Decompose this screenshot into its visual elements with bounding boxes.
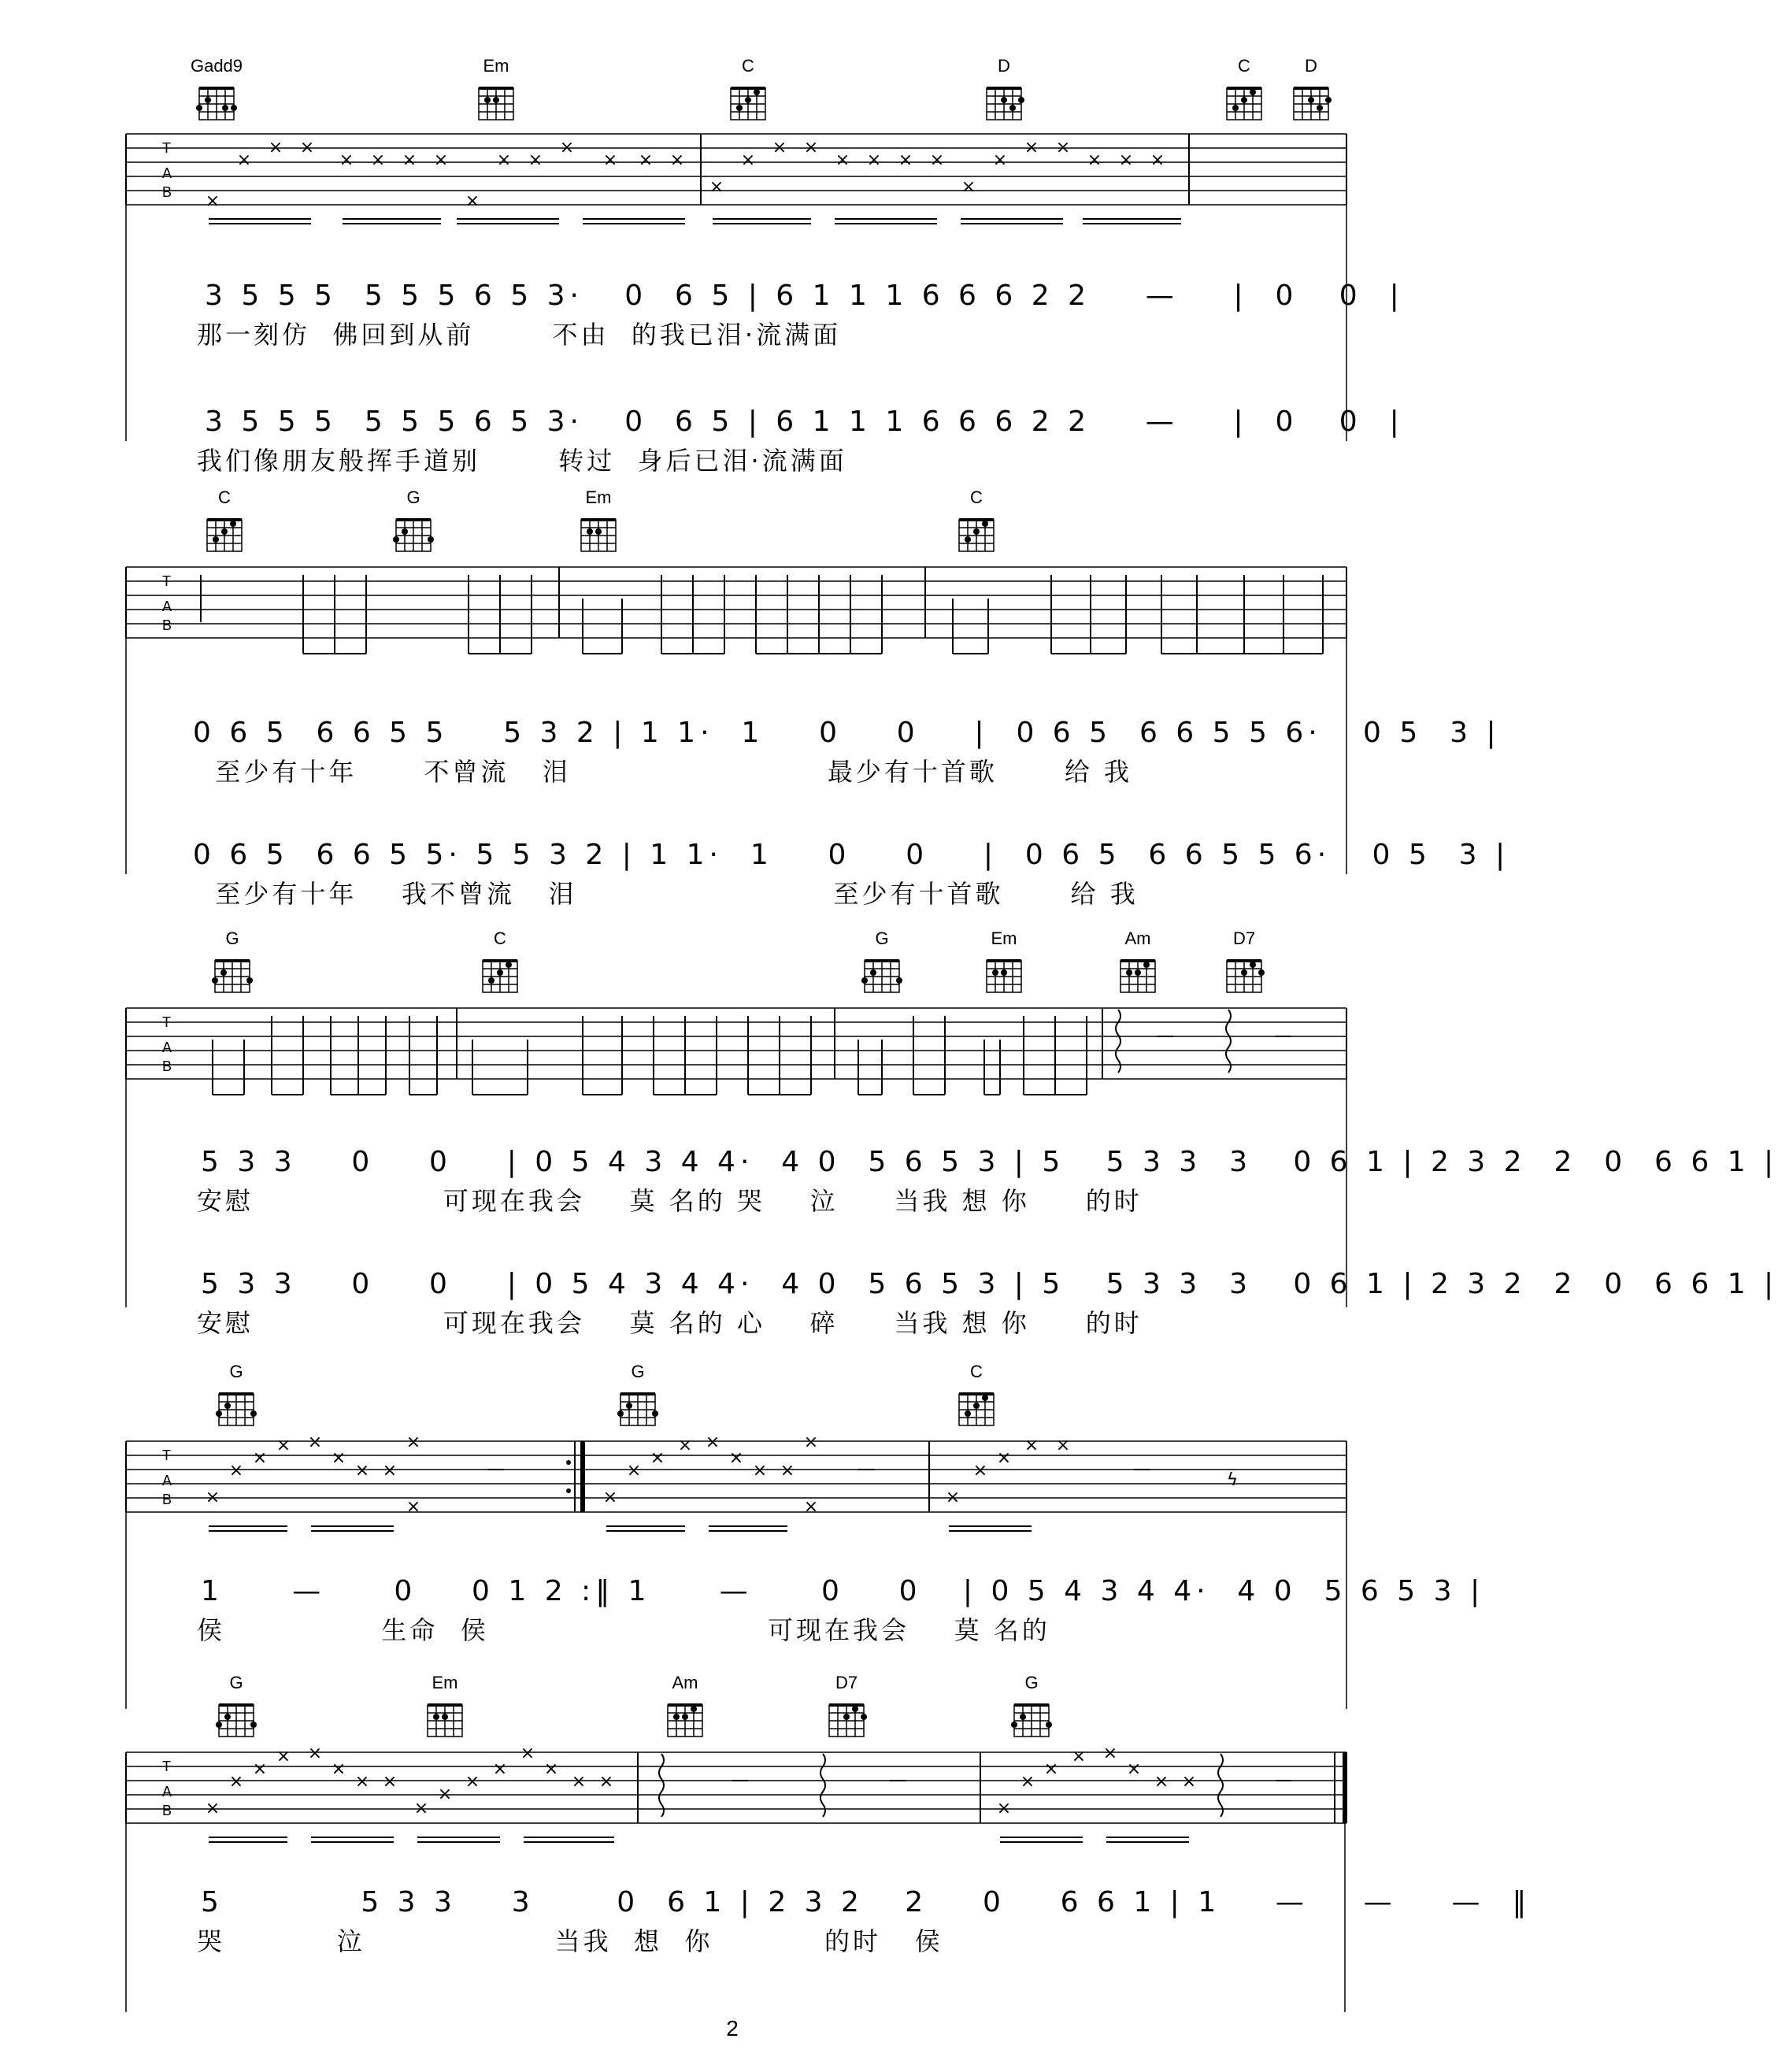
chord-diagram — [1217, 929, 1272, 995]
fretboard-grid — [614, 1381, 661, 1429]
fretboard-grid — [953, 1381, 1000, 1429]
svg-text:×: × — [669, 150, 685, 170]
lyrics: 安慰 可现在我会 莫 名的 心 碎 当我 想 你 的时 — [197, 1308, 1143, 1338]
svg-text:A: A — [162, 1473, 172, 1488]
svg-text:×: × — [945, 1488, 961, 1507]
notes: 0 6 5 6 6 5 5 5 3 2 | 1 1· 1 0 0 | 0 6 5 6 6 5 5 6· 0 5 3 | — [193, 717, 1501, 749]
notes: 5 3 3 0 0 | 0 5 4 3 4 4· 4 0 5 6 5 3 | 5 5 3 3 3 0 6 1 | 2 3 2 2 0 6 6 1 | — [201, 1146, 1778, 1178]
svg-text:×: × — [650, 1448, 665, 1468]
chord-diagram — [1110, 929, 1165, 995]
svg-text:×: × — [228, 1772, 244, 1792]
chord-name: Em — [483, 56, 509, 76]
svg-text:×: × — [205, 1488, 220, 1507]
chord-diagram — [189, 57, 244, 123]
svg-text:×: × — [406, 1497, 421, 1517]
svg-text:×: × — [992, 150, 1008, 170]
svg-text:×: × — [252, 1448, 268, 1468]
lyrics: 至少有十年 不曾流 泪 最少有十首歌 给 我 — [193, 757, 1133, 787]
fretboard-grid — [823, 1692, 870, 1740]
fretboard-grid — [476, 948, 524, 995]
svg-text:×: × — [307, 1744, 323, 1763]
svg-text:×: × — [307, 1433, 323, 1452]
svg-text:×: × — [228, 1461, 244, 1481]
chord-name: Em — [432, 1673, 458, 1692]
svg-text:×: × — [740, 150, 756, 170]
svg-text:×: × — [370, 150, 386, 170]
svg-text:×: × — [331, 1759, 346, 1779]
chord-name: Am — [1124, 929, 1151, 948]
fretboard-grid — [980, 948, 1028, 995]
svg-text:ϟ: ϟ — [1226, 1470, 1239, 1490]
svg-text:×: × — [433, 150, 449, 170]
chord-name: G — [631, 1362, 645, 1381]
svg-text:×: × — [520, 1744, 535, 1763]
chord-name: C — [218, 487, 231, 507]
svg-text:×: × — [382, 1461, 398, 1481]
chord-name: Em — [585, 487, 612, 507]
svg-text:×: × — [205, 191, 220, 211]
svg-text:×: × — [236, 150, 252, 170]
fretboard-grid — [724, 76, 772, 123]
notes: 5 3 3 0 0 | 0 5 4 3 4 4· 4 0 5 6 5 3 | 5 5 3 3 3 0 6 1 | 2 3 2 2 0 6 6 1 | — [201, 1268, 1778, 1300]
svg-text:×: × — [1154, 1772, 1169, 1792]
svg-text:×: × — [496, 150, 512, 170]
svg-text:×: × — [559, 138, 575, 158]
chord-diagram — [386, 488, 441, 554]
svg-text:×: × — [898, 150, 913, 170]
chord-diagram — [571, 488, 626, 554]
svg-text:×: × — [1020, 1772, 1035, 1792]
svg-text:A: A — [162, 599, 172, 614]
svg-text:×: × — [465, 191, 480, 211]
svg-text:×: × — [1055, 1436, 1071, 1455]
svg-text:×: × — [492, 1759, 508, 1779]
svg-text:×: × — [402, 150, 417, 170]
fretboard-grid — [209, 948, 256, 995]
svg-text:×: × — [996, 1799, 1012, 1818]
svg-text:×: × — [598, 1772, 614, 1792]
chord-diagram — [1004, 1674, 1059, 1740]
svg-text:×: × — [866, 150, 882, 170]
svg-text:×: × — [268, 138, 283, 158]
notes: 3 5 5 5 5 5 5 6 5 3· 0 6 5 | 6 1 1 1 6 6 6 2 2 — | 0 0 | — [205, 280, 1404, 312]
svg-text:B: B — [162, 617, 172, 633]
chord-name: D — [1305, 56, 1317, 76]
lyrics: 哭 泣 当我 想 你 的时 侯 — [197, 1926, 943, 1956]
notes: 0 6 5 6 6 5 5· 5 5 3 2 | 1 1· 1 0 0 | 0 6 5 6 6 5 5 6· 0 5 3 | — [193, 839, 1510, 871]
fretboard-grid — [1114, 948, 1161, 995]
svg-text:T: T — [162, 140, 171, 156]
svg-text:×: × — [528, 150, 543, 170]
svg-text:×: × — [252, 1759, 268, 1779]
svg-text:A: A — [162, 1040, 172, 1055]
chord-diagram — [472, 929, 528, 995]
chord-diagram — [417, 1674, 472, 1740]
chord-diagram — [197, 488, 252, 554]
svg-text:×: × — [677, 1436, 693, 1455]
chord-diagram — [949, 1362, 1004, 1429]
fretboard-grid — [390, 507, 437, 554]
svg-text:×: × — [339, 150, 354, 170]
svg-text:×: × — [996, 1448, 1012, 1468]
chord-name: C — [970, 1362, 983, 1381]
chord-diagram — [949, 488, 1004, 554]
svg-text:B: B — [162, 1058, 172, 1074]
svg-text:×: × — [780, 1461, 795, 1481]
chord-name: G — [229, 1673, 243, 1692]
lyrics: 安慰 可现在我会 莫 名的 哭 泣 当我 想 你 的时 — [197, 1186, 1143, 1216]
svg-text:B: B — [162, 184, 172, 200]
svg-text:×: × — [835, 150, 850, 170]
notes: 1 — 0 0 1 2 :‖ 1 — 0 0 | 0 5 4 3 4 4· 4 0 5 6 5 3 | — [201, 1575, 1485, 1607]
chord-diagram — [657, 1674, 713, 1740]
notes: 3 5 5 5 5 5 5 6 5 3· 0 6 5 | 6 1 1 1 6 6 6 2 2 — | 0 0 | — [205, 406, 1404, 438]
svg-text:×: × — [465, 1772, 480, 1792]
chord-name: G — [229, 1362, 243, 1381]
chord-name: Gadd9 — [190, 56, 243, 76]
chord-name: C — [742, 56, 754, 76]
page-number: 2 — [726, 2016, 739, 2040]
chord-diagram — [205, 929, 260, 995]
svg-text:T: T — [162, 573, 171, 589]
svg-text:T: T — [162, 1759, 171, 1774]
chord-name: G — [1024, 1673, 1039, 1692]
lyrics: 至少有十年 我不曾流 泪 至少有十首歌 给 我 — [193, 879, 1139, 909]
lyrics: 侯 生命 侯 可现在我会 莫 名的 — [197, 1615, 1050, 1645]
svg-text:×: × — [437, 1785, 453, 1804]
svg-text:×: × — [413, 1799, 429, 1818]
svg-text:×: × — [929, 150, 945, 170]
chord-diagram — [854, 929, 909, 995]
chord-diagram — [1217, 57, 1272, 123]
svg-text:×: × — [1087, 150, 1102, 170]
fretboard-grid — [421, 1692, 469, 1740]
svg-text:×: × — [543, 1759, 559, 1779]
chord-diagram — [610, 1362, 665, 1429]
svg-text:×: × — [602, 150, 618, 170]
svg-text:×: × — [602, 1488, 618, 1507]
fretboard-grid — [1287, 76, 1335, 123]
svg-text:A: A — [162, 165, 172, 181]
svg-text:A: A — [162, 1784, 172, 1800]
fretboard-grid — [193, 76, 240, 123]
chord-name: C — [1238, 56, 1250, 76]
chord-name: C — [970, 487, 983, 507]
svg-text:×: × — [1071, 1747, 1087, 1766]
chord-diagram — [469, 57, 524, 123]
svg-text:×: × — [803, 138, 819, 158]
chord-diagram — [720, 57, 776, 123]
fretboard-grid — [472, 76, 520, 123]
svg-text:×: × — [571, 1772, 587, 1792]
fretboard-grid — [1221, 948, 1268, 995]
lyrics: 我们像朋友般挥手道别 转过 身后已泪·流满面 — [197, 446, 847, 476]
svg-text:×: × — [709, 177, 724, 197]
chord-name: D7 — [1232, 929, 1256, 948]
chord-diagram — [976, 929, 1032, 995]
svg-text:×: × — [205, 1799, 220, 1818]
svg-text:×: × — [1055, 138, 1071, 158]
svg-text:×: × — [1150, 150, 1165, 170]
fretboard-grid — [201, 507, 248, 554]
chord-diagram — [1283, 57, 1339, 123]
chord-name: Em — [991, 929, 1017, 948]
svg-text:×: × — [961, 177, 976, 197]
fretboard-grid — [661, 1692, 709, 1740]
fretboard-grid — [213, 1692, 260, 1740]
chord-diagram — [209, 1362, 264, 1429]
svg-text:×: × — [276, 1747, 291, 1766]
fretboard-grid — [1008, 1692, 1055, 1740]
svg-text:×: × — [1102, 1744, 1118, 1763]
svg-text:×: × — [772, 138, 787, 158]
svg-text:×: × — [803, 1497, 819, 1517]
svg-text:×: × — [972, 1461, 988, 1481]
svg-text:T: T — [162, 1014, 171, 1030]
chord-name: G — [875, 929, 889, 948]
fretboard-grid — [213, 1381, 260, 1429]
svg-text:×: × — [354, 1772, 370, 1792]
svg-text:×: × — [382, 1772, 398, 1792]
chord-name: C — [494, 929, 506, 948]
notes: 5 5 3 3 3 0 6 1 | 2 3 2 2 0 6 6 1 | 1 — — — ‖ — [201, 1886, 1532, 1918]
svg-text:T: T — [162, 1447, 171, 1463]
svg-text:×: × — [626, 1461, 642, 1481]
svg-text:×: × — [1043, 1759, 1059, 1779]
fretboard-grid — [575, 507, 622, 554]
svg-text:×: × — [299, 138, 315, 158]
svg-text:×: × — [406, 1433, 421, 1452]
chord-diagram — [976, 57, 1032, 123]
svg-text:×: × — [1024, 138, 1039, 158]
svg-text:×: × — [638, 150, 654, 170]
chord-diagram — [819, 1674, 874, 1740]
chord-name: G — [406, 487, 420, 507]
chord-diagram — [209, 1674, 264, 1740]
lyrics: 那一刻仿 佛回到从前 不由 的我已泪·流满面 — [197, 320, 842, 350]
svg-text:×: × — [276, 1436, 291, 1455]
svg-text:×: × — [752, 1461, 768, 1481]
svg-text:×: × — [803, 1433, 819, 1452]
chord-name: Am — [672, 1673, 698, 1692]
chord-name: G — [225, 929, 239, 948]
svg-text:×: × — [1024, 1436, 1039, 1455]
fretboard-grid — [980, 76, 1028, 123]
fretboard-grid — [953, 507, 1000, 554]
fretboard-grid — [858, 948, 906, 995]
svg-text:×: × — [331, 1448, 346, 1468]
chord-name: D7 — [835, 1673, 858, 1692]
svg-text:×: × — [1126, 1759, 1142, 1779]
svg-text:×: × — [1181, 1772, 1197, 1792]
svg-text:×: × — [1118, 150, 1134, 170]
chord-name: D — [998, 56, 1010, 76]
svg-text:×: × — [354, 1461, 370, 1481]
fretboard-grid — [1221, 76, 1268, 123]
svg-text:×: × — [705, 1433, 720, 1452]
svg-text:B: B — [162, 1492, 172, 1507]
svg-text:×: × — [728, 1448, 744, 1468]
svg-text:B: B — [162, 1803, 172, 1818]
